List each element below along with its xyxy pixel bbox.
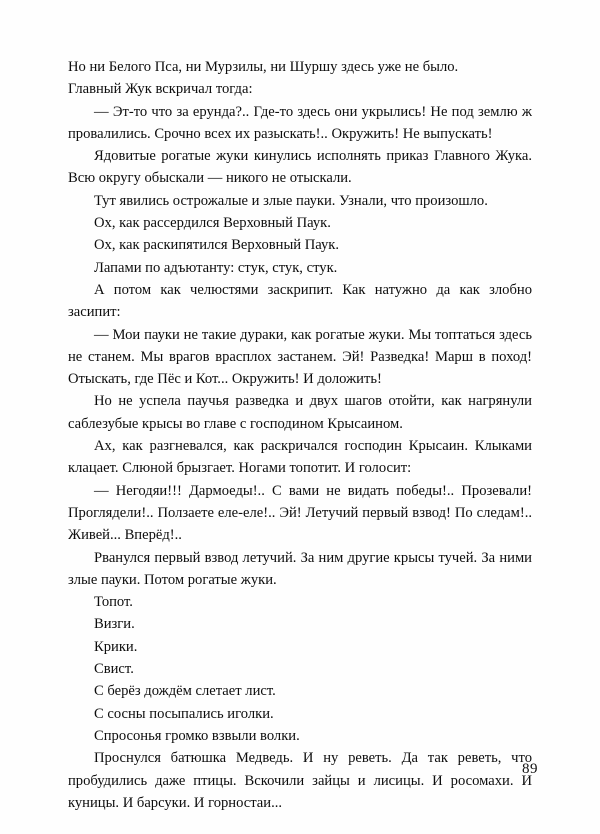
paragraph: Ох, как рассердился Верховный Паук.: [94, 215, 331, 232]
paragraph: С сосны посыпались иголки.: [94, 705, 274, 722]
paragraph: Рванулся первый взвод летучий. За ним другие крысы тучей. За ними злые пауки. Потом рогатые жуки.: [68, 549, 532, 588]
paragraph: Ах, как разгневался, как раскричался господин Крысаин. Клыками клацает. Слюной брызгает. Ногами топотит. И голосит:: [68, 438, 532, 477]
paragraph: Но ни Белого Пса, ни Мурзилы, ни Шуршу здесь уже не было.: [68, 59, 459, 75]
paragraph: Лапами по адъютанту: стук, стук, стук.: [94, 259, 338, 276]
paragraph: Топот.: [94, 594, 133, 611]
page-number: 89: [522, 761, 538, 777]
paragraph: Спросонья громко взвыли волки.: [94, 727, 300, 744]
body-text-column: [68, 56, 532, 814]
paragraph: Визги.: [94, 616, 135, 633]
paragraph: А потом как челюстями заскрипит. Как натужно да как злобно засипит:: [68, 281, 532, 321]
paragraph: Ох, как раскипятился Верховный Паук.: [94, 237, 340, 254]
paragraph: — Эт-то что за ерунда?.. Где-то здесь они укрылись! Не под землю ж провалились. Срочно всех их разыскать!.. Окружить! Не выпускать!: [68, 103, 532, 142]
paragraph: Главный Жук вскричал тогда:: [68, 81, 253, 98]
paragraph: — Мои пауки не такие дураки, как рогатые жуки. Мы топтаться здесь не станем. Мы врагов врасплох застанем. Эй! Разведка! Марш в поход! Отыскать, где Пёс и Кот... Окружить! И доложить!: [68, 326, 532, 388]
paragraph: Тут явились острожалые и злые пауки. Узнали, что произошло.: [94, 192, 488, 209]
paragraph: Но не успела паучья разведка и двух шагов отойти, как нагрянули саблезубые крысы во главе с господином Крысаином.: [68, 393, 532, 432]
paragraph: Ядовитые рогатые жуки кинулись исполнять приказ Главного Жука. Всю округу обыскали — никого не отыскали.: [68, 148, 532, 187]
paragraph: Проснулся батюшка Медведь. И ну реветь. Да так реветь, что пробудились даже птицы. Вскочили зайцы и лисицы. И росомахи. И куницы. И барсуки. И горностаи...: [68, 750, 532, 811]
paragraph: — Негодяи!!! Дармоеды!.. С вами не видать победы!.. Прозевали! Проглядели!.. Ползаете еле-еле!.. Эй! Летучий первый взвод! По следам!.. Живей... Вперёд!..: [68, 482, 532, 544]
paragraph: Крики.: [94, 638, 138, 655]
paragraph: Свист.: [94, 661, 134, 678]
paragraph: С берёз дождём слетает лист.: [94, 683, 276, 700]
